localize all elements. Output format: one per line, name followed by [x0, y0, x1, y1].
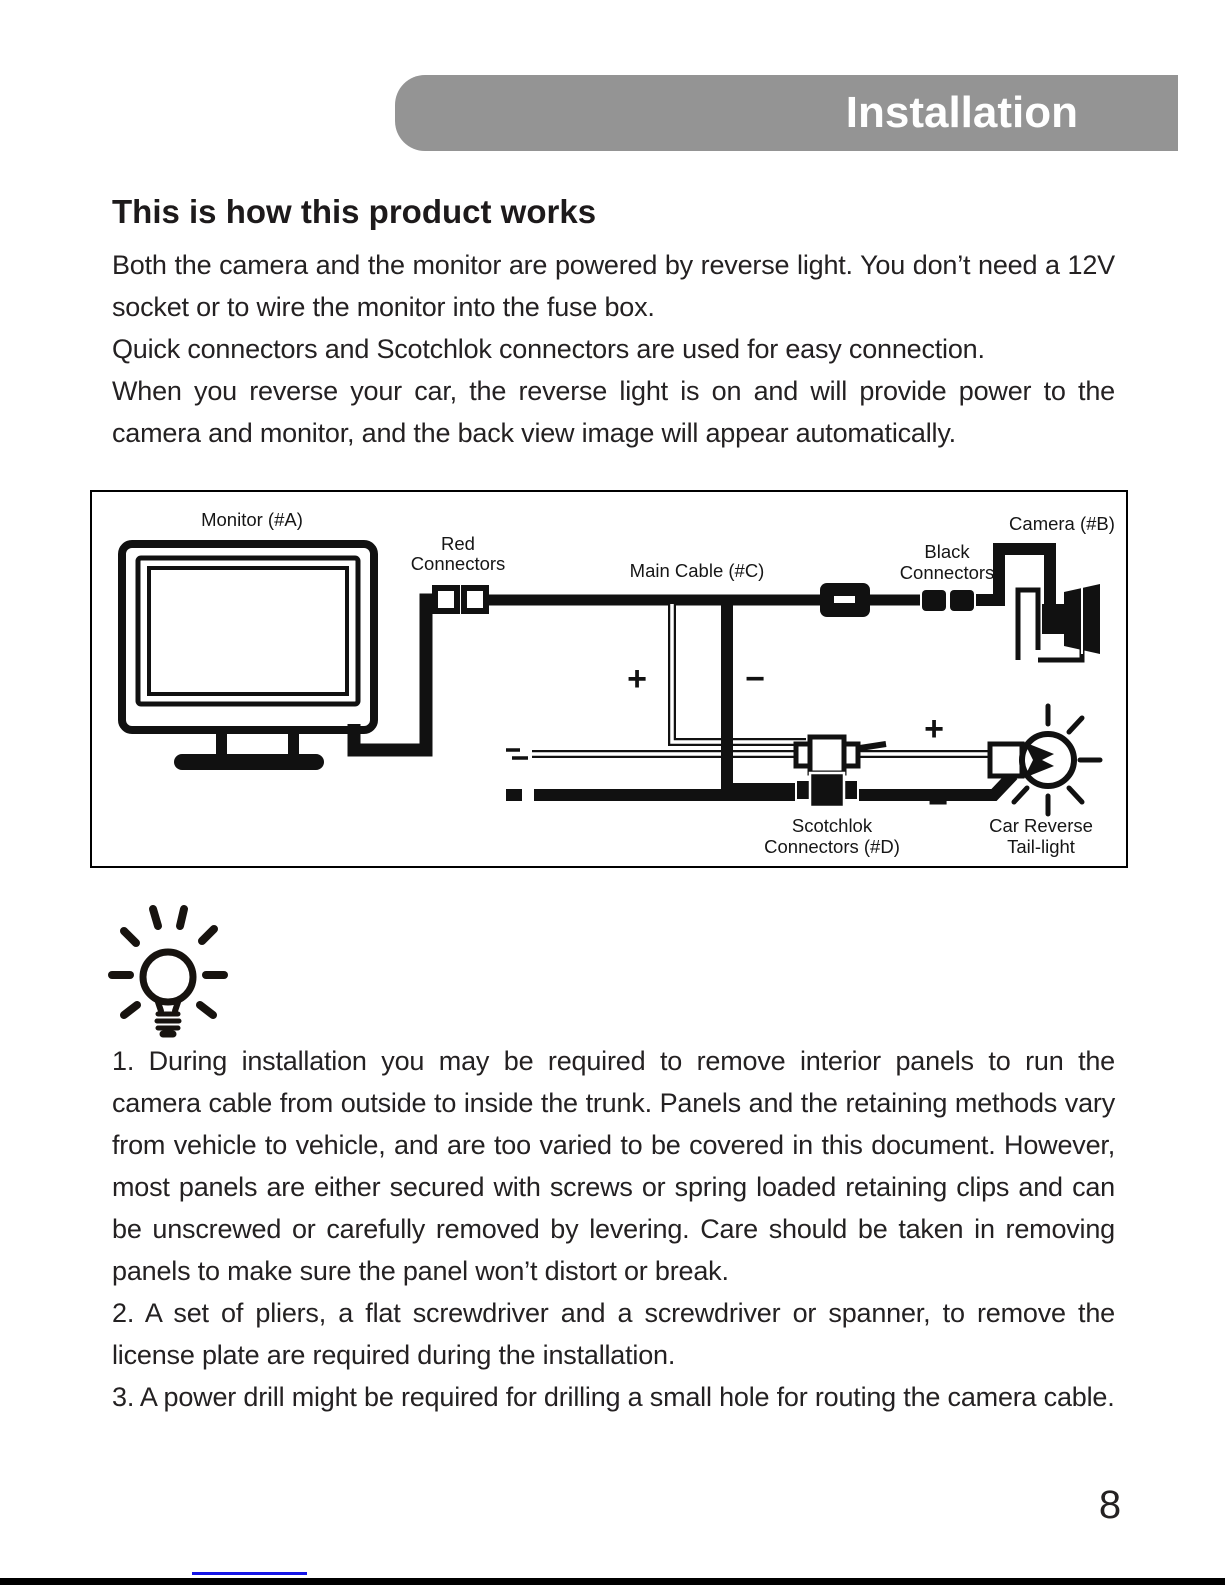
tail-light-bulb-icon — [1022, 734, 1074, 786]
intro-paragraph: Quick connectors and Scotchlok connectors are used for easy connection. — [112, 333, 985, 364]
monitor-label: Monitor (#A) — [201, 509, 303, 530]
note-item: 2. A set of pliers, a flat screwdriver and a screwdriver or spanner, to remove the license plate are required during the installation. — [112, 1298, 1115, 1370]
camera-label: Camera (#B) — [1009, 513, 1115, 534]
section-heading: This is how this product works — [112, 193, 597, 230]
bulb-socket — [990, 744, 1022, 776]
black-connectors-label: Black — [924, 541, 970, 562]
intro-paragraph: Both the camera and the monitor are powered by reverse light. You don’t need a 12V socket or to wire the monitor into the fuse box. — [112, 249, 1115, 322]
black-connectors — [922, 590, 974, 611]
svg-text:Tail-light: Tail-light — [1007, 836, 1075, 857]
svg-text:Connectors: Connectors — [410, 553, 506, 574]
note-item: 1. During installation you may be required to remove interior panels to run the camera cable from outside to inside the trunk. Panels and the retaining methods vary from vehicle to vehicle, and are too varied to be covered in this document. However, most panels are either secured with screws or spring loaded retaining clips and can be unscrewed or carefully removed by levering. Care should be taken in removing panels to make sure the panel won’t distort or break. — [112, 1046, 1115, 1286]
minus-sign-tail: − — [928, 784, 948, 822]
svg-text:Connectors: Connectors — [899, 562, 995, 583]
scotchlok-label: Scotchlok — [791, 815, 873, 836]
plus-sign-tail: + — [924, 710, 944, 748]
section-banner — [395, 75, 1178, 151]
junction-block — [820, 583, 870, 617]
page-number: 8 — [1098, 1483, 1122, 1527]
svg-text:Connectors (#D): Connectors (#D) — [764, 836, 900, 857]
wiring-diagram — [90, 490, 1128, 868]
page-bottom-border — [0, 1578, 1225, 1585]
negative-wire — [506, 604, 1013, 795]
red-connectors — [435, 588, 486, 611]
monitor-stand — [216, 730, 227, 758]
main-cable-label: Main Cable (#C) — [629, 560, 765, 581]
tip-lightbulb-icon — [100, 893, 240, 1043]
monitor-illustration — [122, 544, 374, 770]
installation-notes — [112, 1040, 1115, 1418]
banner-title: Installation — [845, 88, 1078, 137]
intro-paragraph: When you reverse your car, the reverse light is on and will provide power to the camera and monitor, and the back view image will appear automatically. — [112, 375, 1115, 448]
section-content — [112, 192, 1115, 454]
wiring-diagram-svg — [92, 492, 1126, 866]
plus-sign-main: + — [627, 660, 647, 698]
minus-sign-main: − — [745, 660, 765, 698]
scotchlok-connector-black — [796, 773, 858, 807]
note-item: 3. A power drill might be required for drilling a small hole for routing the camera cable. — [112, 1382, 1115, 1412]
tail-light-label: Car Reverse — [989, 815, 1093, 836]
link-underline[interactable] — [192, 1572, 307, 1575]
red-connectors-label: Red — [441, 533, 475, 554]
